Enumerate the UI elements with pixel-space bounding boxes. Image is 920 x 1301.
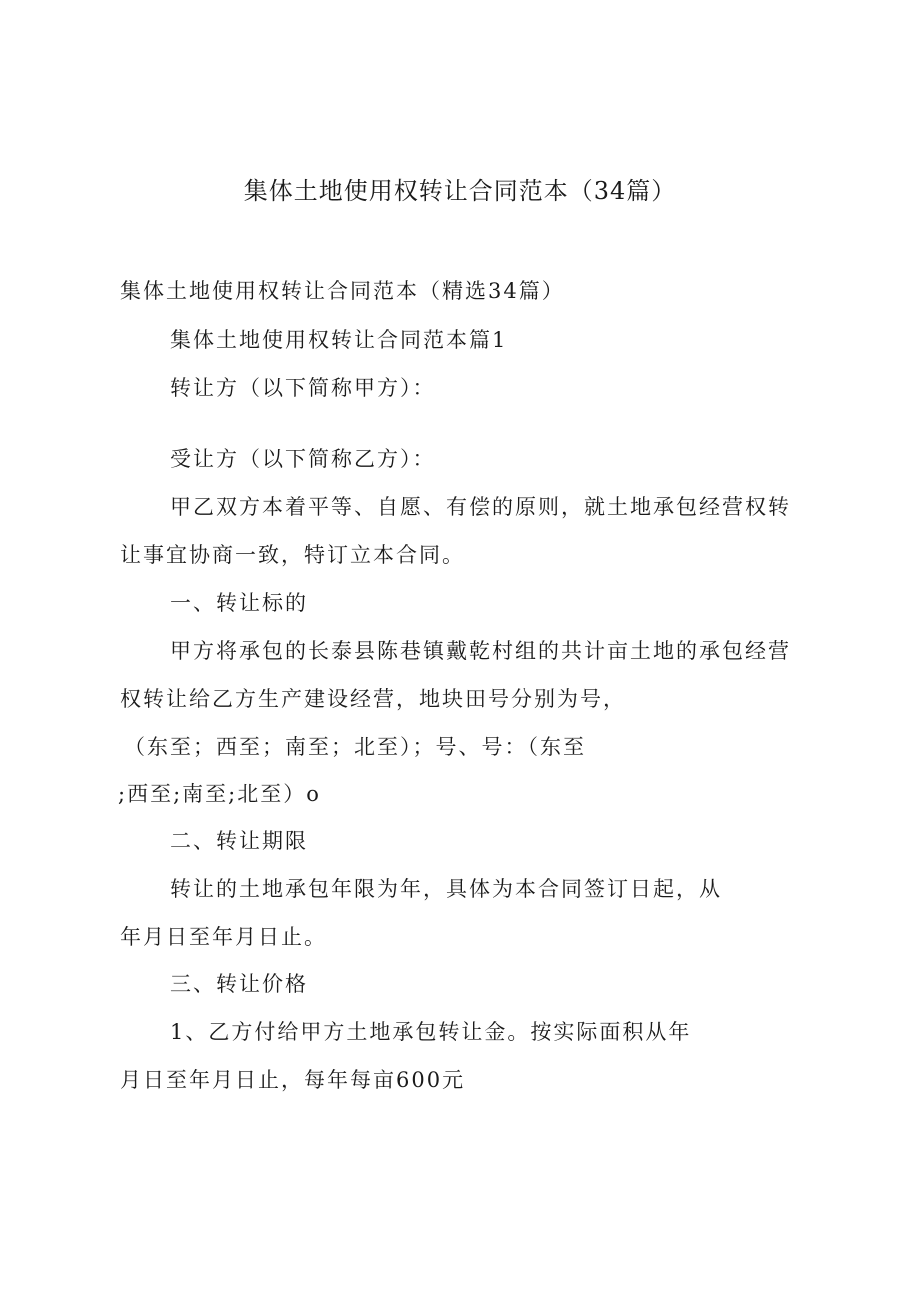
- transferor-line: 转让方（以下简称甲方）：: [170, 376, 436, 400]
- paragraph-line: （东至；西至；南至；北至）；号、号：（东至: [124, 735, 586, 759]
- document-title: 集体土地使用权转让合同范本（34篇）: [243, 177, 677, 205]
- clause-heading-term: 二、转让期限: [170, 829, 308, 853]
- paragraph-line: 甲乙双方本着平等、自愿、有偿的原则，就土地承包经营权转: [170, 495, 791, 519]
- paragraph-line: 月日至年月日止，每年每亩600元: [120, 1068, 466, 1092]
- paragraph-line: 甲方将承包的长泰县陈巷镇戴乾村组的共计亩土地的承包经营: [170, 639, 791, 663]
- paragraph-line: 1、乙方付给甲方土地承包转让金。按实际面积从年: [170, 1020, 692, 1044]
- transferee-line: 受让方（以下简称乙方）：: [170, 447, 436, 471]
- paragraph-line: 让事宜协商一致，特订立本合同。: [120, 543, 465, 567]
- subtitle-line: 集体土地使用权转让合同范本（精选34篇）: [120, 279, 565, 303]
- clause-heading-subject: 一、转让标的: [170, 591, 308, 615]
- paragraph-line: ;西至;南至;北至）o: [118, 782, 321, 806]
- paragraph-line: 转让的土地承包年限为年，具体为本合同签订日起，从: [170, 877, 722, 901]
- section-heading-part-1: 集体土地使用权转让合同范本篇1: [170, 328, 508, 352]
- paragraph-line: 权转让给乙方生产建设经营，地块田号分别为号，: [120, 687, 626, 711]
- clause-heading-price: 三、转让价格: [170, 972, 308, 996]
- paragraph-line: 年月日至年月日止。: [120, 925, 327, 949]
